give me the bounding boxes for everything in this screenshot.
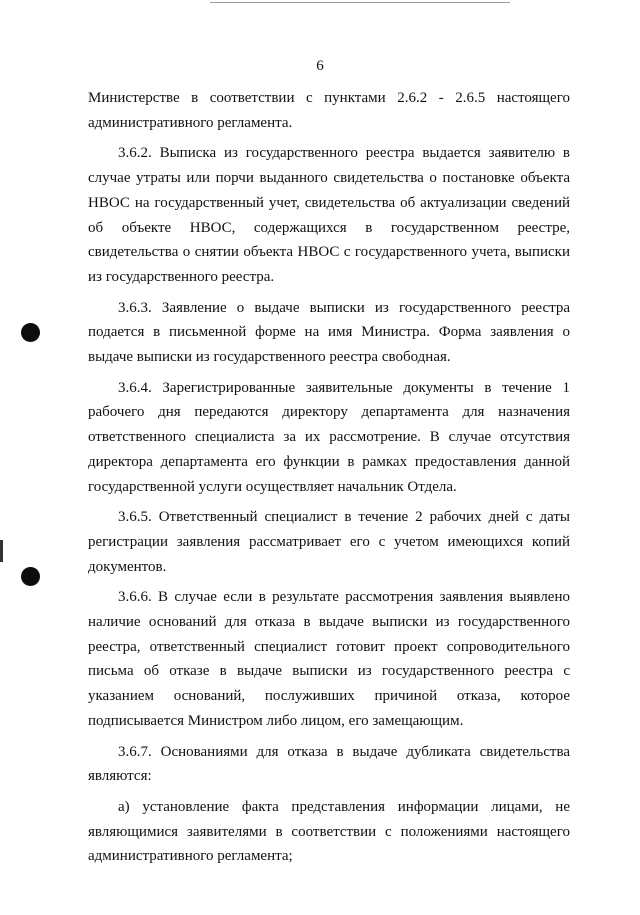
- punch-hole-lower: [21, 567, 40, 586]
- paragraph-3-6-3: 3.6.3. Заявление о выдаче выписки из государственного реестра подается в письменной форме на имя Министра. Форма заявления о выдаче выписки из государственного реестра свободная.: [88, 299, 570, 366]
- page-number: 6: [316, 58, 324, 74]
- document-body: [88, 86, 570, 875]
- scan-edge-mark: [0, 540, 3, 562]
- paragraph-3-6-4: 3.6.4. Зарегистрированные заявительные документы в течение 1 рабочего дня передаются директору департамента для назначения ответственного специалиста за их рассмотрение. В случае отсутствия директора департамента его функции в рамках предоставления данной государственной услуги осуществляет начальник Отдела.: [88, 379, 570, 495]
- paragraph-3-6-2: 3.6.2. Выписка из государственного реестра выдается заявителю в случае утраты или порчи выданного свидетельства о постановке объекта НВОС на государственный учет, свидетельства об актуализации сведений об объекте НВОС, содержащихся в государственном реестре, свидетельства о снятии объекта НВОС с государственного учета, выписки из государственного реестра.: [88, 145, 570, 285]
- scan-edge-line: [210, 2, 510, 3]
- paragraph-continuation: Министерстве в соответствии с пунктами 2.6.2 - 2.6.5 настоящего административного регламента.: [88, 90, 570, 131]
- paragraph-3-6-6: 3.6.6. В случае если в результате рассмотрения заявления выявлено наличие оснований для отказа в выдаче выписки из государственного реестра, ответственный специалист готовит проект сопроводительного письма об отказе в выдаче выписки из государственного реестра с указанием оснований, послуживших причиной отказа, которое подписывается Министром либо лицом, его замещающим.: [88, 589, 570, 729]
- paragraph-3-6-5: 3.6.5. Ответственный специалист в течение 2 рабочих дней с даты регистрации заявления рассматривает его с учетом имеющихся копий документов.: [88, 509, 570, 575]
- paragraph-item-a: а) установление факта представления информации лицами, не являющимися заявителями в соответствии с положениями настоящего административного регламента;: [88, 798, 570, 865]
- punch-hole-upper: [21, 323, 40, 342]
- paragraph-3-6-7: 3.6.7. Основаниями для отказа в выдаче дубликата свидетельства являются:: [88, 743, 570, 785]
